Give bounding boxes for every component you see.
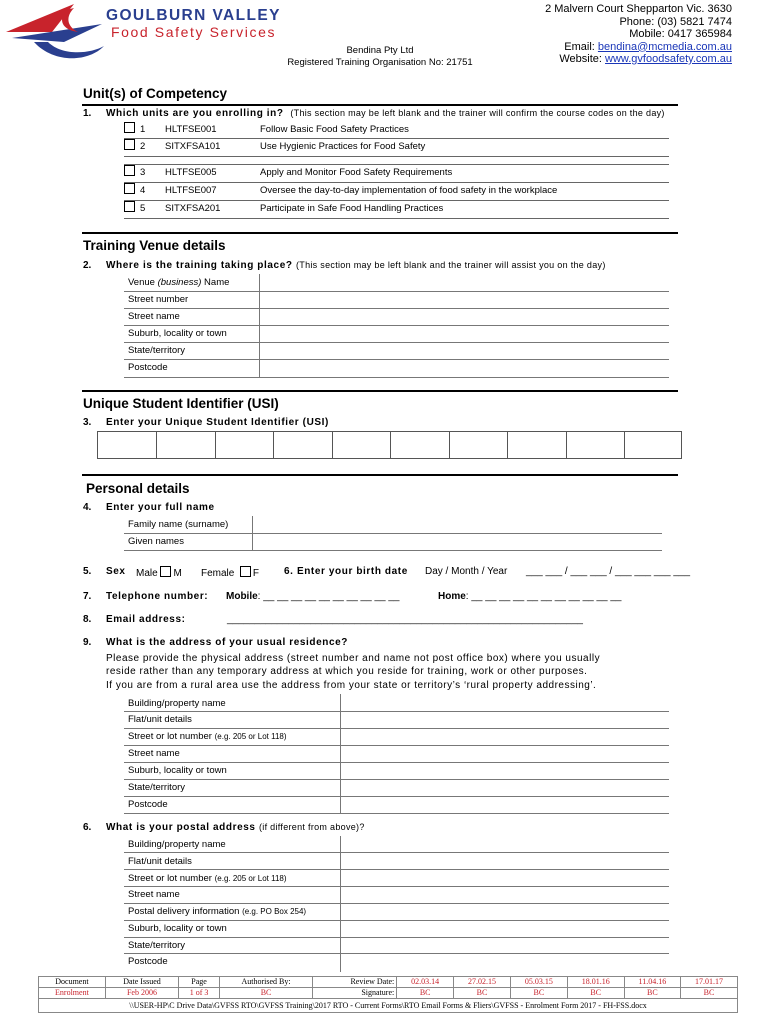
female-checkbox[interactable] xyxy=(240,566,251,577)
field-label: Street or lot number (e.g. 205 or Lot 118) xyxy=(128,873,287,884)
unit-checkbox[interactable] xyxy=(124,183,135,194)
footer-issued-value: Feb 2006 xyxy=(105,988,178,999)
org-name: Bendina Pty Ltd xyxy=(346,45,414,56)
birth-date-input[interactable]: ___ ___ / ___ ___ / ___ ___ ___ ___ xyxy=(526,566,691,577)
footer-signature: BC xyxy=(567,988,624,999)
field-label: Postcode xyxy=(128,956,168,967)
usi-char-box[interactable] xyxy=(449,431,508,459)
footer-file-path: \\USER-HP\C Drive Data\GVFSS RTO\GVFSS Training\2017 RTO - Current Forms\RTO Email Forms & Fliers\GVFSS - Enrolment Form 2017 - FH-FSS.docx xyxy=(38,999,738,1013)
given-names-input[interactable] xyxy=(253,534,662,550)
address: 2 Malvern Court Shepparton Vic. 3630 xyxy=(545,3,732,15)
phone-label: Telephone number: xyxy=(106,591,209,602)
field-label: Postcode xyxy=(128,362,168,373)
usi-char-box[interactable] xyxy=(273,431,333,459)
footer-review-label: Review Date: xyxy=(313,977,397,988)
venue-input-area[interactable] xyxy=(260,275,669,377)
female-option[interactable]: Female F xyxy=(201,568,260,579)
q9-text: What is the address of your usual residence? xyxy=(106,637,349,648)
q8-number: 8. xyxy=(83,614,92,625)
q3-text: Enter your Unique Student Identifier (USI) xyxy=(106,417,329,428)
footer-review-date: 18.01.16 xyxy=(567,977,624,988)
field-label: State/territory xyxy=(128,940,186,951)
footer-page-label: Page xyxy=(179,977,220,988)
unit-row[interactable]: 2 SITXFSA101 Use Hygienic Practices for Food Safety xyxy=(124,139,425,155)
field-label: Street name xyxy=(128,748,180,759)
given-names-label: Given names xyxy=(128,536,184,547)
email-line: Email: bendina@mcmedia.com.au xyxy=(564,40,732,53)
mobile-input[interactable]: Mobile: __ __ __ __ __ __ __ __ __ __ xyxy=(226,591,400,602)
footer-issued-label: Date Issued xyxy=(105,977,178,988)
q6-text: 6. Enter your birth date xyxy=(284,566,408,577)
q2-number: 2. xyxy=(83,260,92,271)
postal-question: What is your postal address (if different from above)? xyxy=(106,822,365,833)
q1-text: Which units are you enrolling in? (This section may be left blank and the trainer will confirm the course codes on the day) xyxy=(106,108,665,119)
usi-char-box[interactable] xyxy=(566,431,625,459)
section-divider xyxy=(82,104,678,106)
unit-row[interactable]: 4 HLTFSE007 Oversee the day-to-day implementation of food safety in the workplace xyxy=(124,183,557,199)
field-label: Street or lot number (e.g. 205 or Lot 118) xyxy=(128,731,287,742)
q10-number: 6. xyxy=(83,822,92,833)
unit-checkbox[interactable] xyxy=(124,139,135,150)
field-label: Building/property name xyxy=(128,839,226,850)
footer-signature-label: Signature: xyxy=(313,988,397,999)
usi-char-box[interactable] xyxy=(390,431,450,459)
logo-name: GOULBURN VALLEY xyxy=(106,7,281,24)
footer-doc-label: Document xyxy=(39,977,106,988)
field-label: State/territory xyxy=(128,345,186,356)
rto-number: Registered Training Organisation No: 21751 xyxy=(287,57,473,68)
footer-signature: BC xyxy=(624,988,680,999)
field-label: Street name xyxy=(128,311,180,322)
footer-auth-value: BC xyxy=(219,988,312,999)
field-label: Flat/unit details xyxy=(128,714,192,725)
usi-char-box[interactable] xyxy=(332,431,391,459)
q4-text: Enter your full name xyxy=(106,502,215,513)
sex-label: Sex xyxy=(106,566,126,577)
footer-signature: BC xyxy=(681,988,738,999)
footer-doc-value: Enrolment xyxy=(39,988,106,999)
footer-auth-label: Authorised By: xyxy=(219,977,312,988)
unit-checkbox[interactable] xyxy=(124,122,135,133)
q9-instruction: If you are from a rural area use the address from your state or territory’s ‘rural property addressing’. xyxy=(106,680,597,691)
q4-number: 4. xyxy=(83,502,92,513)
q3-number: 3. xyxy=(83,417,92,428)
unit-row[interactable]: 5 SITXFSA201 Participate in Safe Food Handling Practices xyxy=(124,201,443,217)
q9-instruction: reside rather than any temporary address at which you reside for training, work or other purposes. xyxy=(106,666,588,677)
footer-review-date: 05.03.15 xyxy=(510,977,567,988)
email-input[interactable]: ________________________________________________________________ xyxy=(227,614,583,625)
section-divider xyxy=(82,474,678,476)
q5-number: 5. xyxy=(83,566,92,577)
phone: Phone: (03) 5821 7474 xyxy=(619,15,732,28)
male-checkbox[interactable] xyxy=(160,566,171,577)
field-label: Postcode xyxy=(128,799,168,810)
footer-page-value: 1 of 3 xyxy=(179,988,220,999)
birth-format: Day / Month / Year xyxy=(425,566,508,577)
field-label: Suburb, locality or town xyxy=(128,923,227,934)
usi-char-box[interactable] xyxy=(156,431,216,459)
usi-char-box[interactable] xyxy=(507,431,567,459)
email-label: Email address: xyxy=(106,614,186,625)
usi-char-box[interactable] xyxy=(215,431,274,459)
document-footer xyxy=(38,976,738,1013)
footer-signature: BC xyxy=(454,988,511,999)
unit-row[interactable]: 3 HLTFSE005 Apply and Monitor Food Safety Requirements xyxy=(124,165,452,181)
usi-char-box[interactable] xyxy=(624,431,682,459)
q9-number: 9. xyxy=(83,637,92,648)
unit-checkbox[interactable] xyxy=(124,165,135,176)
field-label: Suburb, locality or town xyxy=(128,328,227,339)
footer-signature: BC xyxy=(510,988,567,999)
home-phone-input[interactable]: Home: __ __ __ __ __ __ __ __ __ __ __ xyxy=(438,591,622,602)
footer-review-date: 27.02.15 xyxy=(454,977,511,988)
venue-name-label: Venue (business) Name xyxy=(128,277,230,288)
units-section-title: Unit(s) of Competency xyxy=(83,86,228,101)
q1-number: 1. xyxy=(83,108,92,119)
field-label: Flat/unit details xyxy=(128,856,192,867)
email-link[interactable]: bendina@mcmedia.com.au xyxy=(597,40,732,53)
footer-review-date: 02.03.14 xyxy=(397,977,454,988)
logo-swoosh-icon xyxy=(4,2,104,66)
organisation-info xyxy=(270,45,490,69)
website-line: Website: www.gvfoodsafety.com.au xyxy=(559,53,732,65)
venue-section-title: Training Venue details xyxy=(83,238,226,253)
q2-text: Where is the training taking place? (This section may be left blank and the trainer will assist you on the day) xyxy=(106,260,606,271)
logo-subtitle: Food Safety Services xyxy=(111,24,277,40)
residence-input-area[interactable] xyxy=(341,694,669,813)
footer-review-date: 17.01.17 xyxy=(681,977,738,988)
field-label: Street number xyxy=(128,294,189,305)
family-name-label: Family name (surname) xyxy=(128,519,229,530)
unit-row[interactable]: 1 HLTFSE001 Follow Basic Food Safety Practices xyxy=(124,122,409,138)
personal-section-title: Personal details xyxy=(86,481,190,496)
website-link[interactable]: www.gvfoodsafety.com.au xyxy=(605,53,732,65)
footer-signature: BC xyxy=(397,988,454,999)
field-label: Postal delivery information (e.g. PO Box 254) xyxy=(128,906,307,917)
usi-char-box[interactable] xyxy=(97,431,157,459)
mobile: Mobile: 0417 365984 xyxy=(629,28,732,40)
q7-number: 7. xyxy=(83,591,92,602)
usi-section-title: Unique Student Identifier (USI) xyxy=(83,396,279,411)
field-label: Street name xyxy=(128,889,180,900)
section-divider xyxy=(82,232,678,234)
family-name-input[interactable] xyxy=(253,516,662,533)
footer-review-date: 11.04.16 xyxy=(624,977,680,988)
section-divider xyxy=(82,390,678,392)
unit-checkbox[interactable] xyxy=(124,201,135,212)
male-option[interactable]: Male M xyxy=(136,568,182,579)
field-label: State/territory xyxy=(128,782,186,793)
postal-input-area[interactable] xyxy=(341,836,669,972)
contact-info xyxy=(545,3,732,66)
q9-instruction: Please provide the physical address (street number and name not post office box) where you usually xyxy=(106,653,601,664)
field-label: Suburb, locality or town xyxy=(128,765,227,776)
field-label: Building/property name xyxy=(128,698,226,709)
